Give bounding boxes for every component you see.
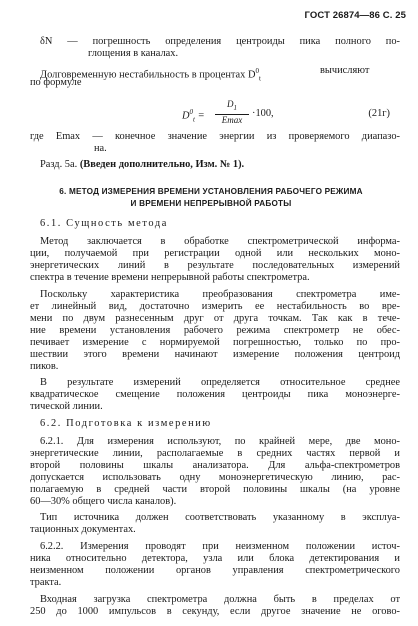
text-line: ние времени установления рабочего режима спектрометр не обес- [30, 325, 400, 336]
text-line: печивает измерение с нормируемой погрешностью, только по про- [30, 337, 400, 348]
text-line: где Emax — конечное значение энергии из проверяемого диапазо- [30, 131, 400, 142]
text-line: δN — погрешность определения центроиды пика полного по- [40, 36, 400, 47]
text-line: квадратическое смещение положения центроиды пика моноэнерге- [30, 389, 400, 400]
text-line: 6.2.2. Измерения проводят при неизменном положении источ- [40, 541, 400, 552]
text-line: Поскольку характеристика преобразования спектрометра име- [40, 289, 400, 300]
text-line: допускается использовать одну моноэнергетическую линию, рас- [30, 472, 400, 483]
text-line: пиков. [30, 361, 59, 372]
formula-denominator: Emax [221, 114, 243, 125]
text-line: Метод заключается в обработке спектрометрической информа- [40, 236, 400, 247]
text-line: второй половины шкалы анализатора. Для альфа-спектрометров [30, 460, 400, 471]
text-line: ции, получаемой при регистрации одной или нескольких моно- [30, 248, 400, 259]
section-heading: И ВРЕМЕНИ НЕПРЕРЫВНОЙ РАБОТЫ [130, 199, 292, 208]
text-line: Тип источника должен соответствовать указанному в эксплуа- [40, 512, 400, 523]
text-line: ника относительно детектора, узла или блока детектирования и [30, 553, 400, 564]
subsection-title: 6.2. Подготовка к измерению [40, 418, 212, 429]
formula-fraction [214, 99, 250, 126]
text-fragment: Долговременную нестабильность в процентах D [40, 69, 256, 81]
text-line: по формуле [30, 77, 82, 88]
text-line: 250 до 1000 импульсов в секунду, если другое значение не огово- [30, 606, 400, 617]
page-header: ГОСТ 26874—86 С. 25 [304, 10, 406, 21]
formula-rhs: ·100, [252, 108, 274, 119]
text-line: 60—30% общего числа каналов). [30, 496, 177, 507]
text-line: на. [94, 143, 107, 154]
section-heading: 6. МЕТОД ИЗМЕРЕНИЯ ВРЕМЕНИ УСТАНОВЛЕНИЯ РАБОЧЕГО РЕЖИМА [59, 187, 363, 196]
text-line: шествии этого времени начинают измерение положения центроид [30, 349, 400, 360]
text-line: тической линии. [30, 401, 103, 412]
formula-num-text: D [227, 99, 234, 109]
text-line: неизменном положении органов управления спектрометрического [30, 565, 400, 576]
text-line: 6.2.1. Для измерения используют, по крайней мере, две моно- [40, 436, 400, 447]
text-line: глощения в каналах. [88, 48, 179, 59]
text-line: мени по двум разнесенным друг от друга точкам. Так как в тече- [30, 313, 400, 324]
subsection-title: 6.1. Сущность метода [40, 218, 168, 229]
section-ref: Разд. 5а. [40, 159, 78, 170]
text-line: полагаемую в средней части второй половины шкалы (на уровне [30, 484, 400, 495]
text-line: В результате измерений определяется относительное среднее [40, 377, 400, 388]
text-line: тационных документах. [30, 524, 136, 535]
text-line: вычисляют [320, 65, 370, 76]
formula-lhs: $D^0_t$ = [182, 108, 205, 124]
text-line: Долговременную нестабильность в процентах $D^0_t$ [40, 67, 261, 83]
text-line: спектра в течение времени непрерывной работы спектрометра. [30, 272, 310, 283]
text-line: энергетические линии, располагаемые в средних частях первой и [30, 448, 400, 459]
text-line [40, 159, 244, 171]
formula-symbol: D [182, 110, 190, 122]
amendment-note: (Введен дополнительно, Изм. № 1). [79, 159, 245, 170]
text-line: энергетических линий в результате последовательных измерений [30, 260, 400, 271]
text-line: ет линейный вид, достаточно измерить ее нестабильность во вре- [30, 301, 400, 312]
text-line: тракта. [30, 577, 62, 588]
equation-number: (21г) [368, 108, 390, 119]
text-line: Входная загрузка спектрометра должна быть в пределах от [40, 594, 400, 605]
formula-numerator: $D_1$ [227, 99, 237, 112]
